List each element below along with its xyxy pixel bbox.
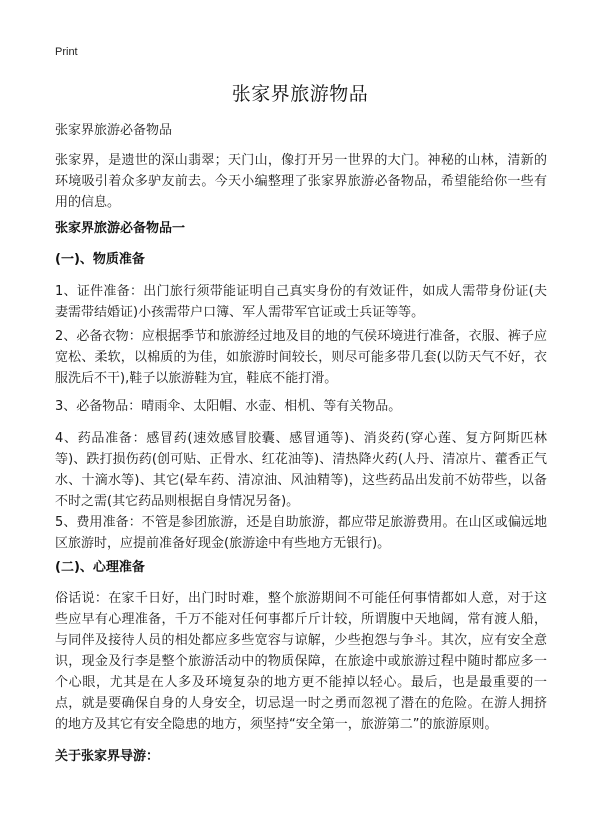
list-item: 5、费用准备：不管是参团旅游，还是自助旅游，都应带足旅游费用。在山区或偏远地区旅游时，应提前准备好现金(旅游途中有些地方无银行)。 — [55, 515, 547, 551]
material-prep-heading: (一)、物质准备 — [55, 252, 145, 267]
mental-prep-paragraph: 俗话说：在家千日好，出门时时难，整个旅游期间不可能任何事情都如人意，对于这些应早有心理准备，千万不能对任何事都斤斤计较，所谓腹中天地阔，常有渡人船，与同伴及接待人员的相处都应多些宽容与谅解，少些抱怨与争斗。其次，应有安全意识，现金及行李是整个旅游活动中的物质保障，在旅途中或旅游过程中随时都应多一个心眼，尤其是在人多及环境复杂的地方更不能掉以轻心。最后，也是最重要的一点，就是要确保自身的人身安全，切忌逞一时之勇而忽视了潜在的危险。在游人拥挤的地方及其它有安全隐患的地方，须坚持“安全第一，旅游第二”的旅游原则。 — [55, 591, 547, 732]
list-item: 2、必备衣物：应根据季节和旅游经过地及目的地的气侯环境进行准备，衣服、裤子应宽松、柔软，以棉质的为佳，如旅游时间较长，则尽可能多带几套(以防天气不好，衣服洗后不干),鞋子以旅游鞋为宜，鞋底不能打滑。 — [55, 329, 547, 386]
guide-heading: 关于张家界导游： — [55, 749, 160, 764]
document-subtitle: 张家界旅游必备物品 — [55, 123, 173, 138]
mental-prep-heading: (二)、心理准备 — [55, 560, 145, 575]
section-heading: 张家界旅游必备物品一 — [55, 221, 186, 236]
print-link[interactable]: Print — [55, 46, 78, 58]
page-title: 张家界旅游物品 — [231, 83, 369, 105]
list-item: 1、证件准备：出门旅行须带能证明自己真实身份的有效证件，如成人需带身份证(夫妻需带结婚证)小孩需带户口簿、军人需带军官证或士兵证等等。 — [55, 284, 547, 320]
list-item: 3、必备物品：晴雨伞、太阳帽、水壶、相机、等有关物品。 — [55, 399, 402, 414]
intro-paragraph: 张家界，是遗世的深山翡翠；天门山，像打开另一世界的大门。神秘的山林，清新的环境吸引着众多驴友前去。今天小编整理了张家界旅游必备物品，希望能给你一些有用的信息。 — [55, 153, 547, 210]
list-item: 4、药品准备：感冒药(速效感冒胶囊、感冒通等)、消炎药(穿心莲、复方阿斯匹林等)、跌打损伤药(创可贴、正骨水、红花油等)、清热降火药(人丹、清凉片、藿香正气水、十滴水等)、其它(晕车药、清凉油、风油精等)，这些药品出发前不妨带些，以备不时之需(其它药品则根据自身情况另备)。 — [55, 431, 547, 509]
